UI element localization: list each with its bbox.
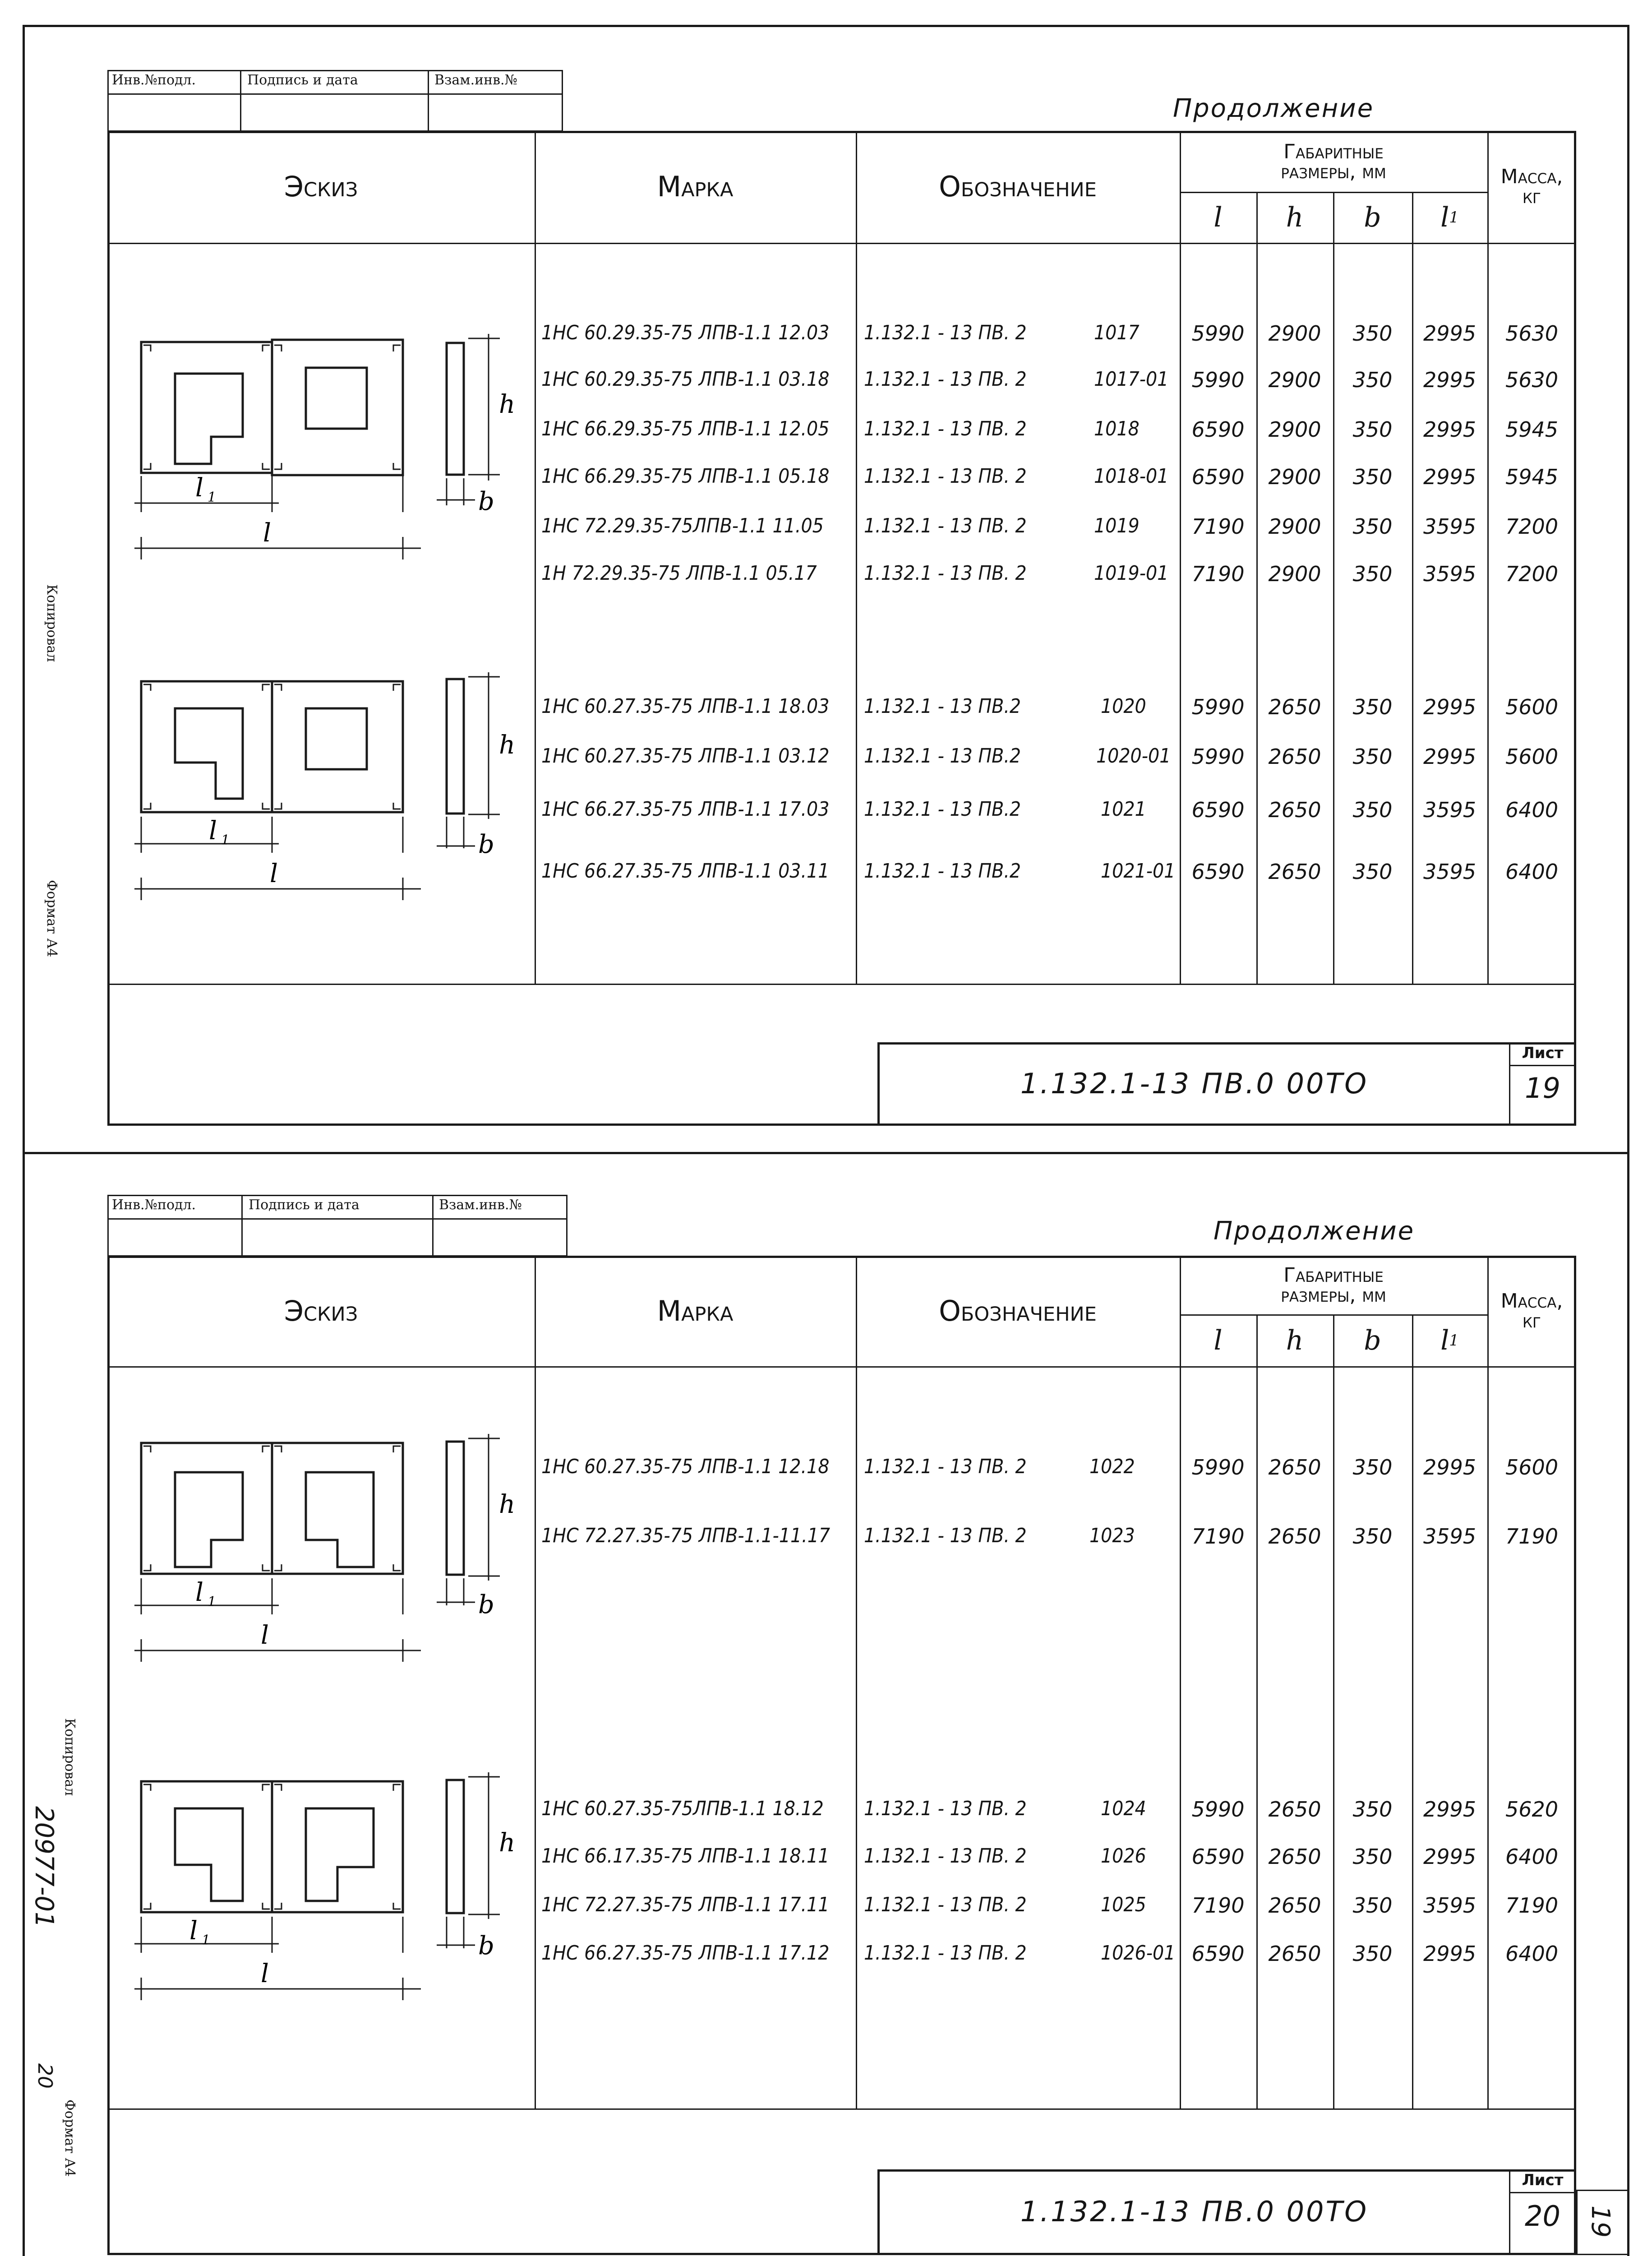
header-dim-l1-main: l bbox=[1440, 1324, 1449, 1356]
row-l: 7190 bbox=[1191, 562, 1245, 586]
sketch-3-b: b bbox=[478, 1590, 494, 1619]
row-l: 5990 bbox=[1191, 744, 1245, 769]
row-mark: 1НС 66.27.35-75 ЛПВ-1.1 17.03 bbox=[541, 798, 830, 821]
row-mark: 1НС 60.27.35-75ЛПВ-1.1 18.12 bbox=[541, 1797, 824, 1820]
header-dims-line1: Габаритные bbox=[1283, 1264, 1384, 1287]
continuation-label: Продолжение bbox=[1214, 1216, 1415, 1246]
row-doc-num: 1018 bbox=[1094, 417, 1140, 440]
row-h: 2900 bbox=[1268, 321, 1321, 346]
row-b: 350 bbox=[1352, 1845, 1393, 1869]
row-mark: 1НС 60.29.35-75 ЛПВ-1.1 12.03 bbox=[541, 321, 830, 344]
row-b: 350 bbox=[1352, 1797, 1393, 1821]
row-designation: 1.132.1 - 13 ПВ. 2 bbox=[864, 1893, 1027, 1916]
header-sketch: Эскиз bbox=[284, 170, 358, 203]
stamp-col-sign: Подпись и дата bbox=[249, 1197, 360, 1213]
sketch-4-h: h bbox=[499, 1828, 516, 1858]
row-doc-num: 1023 bbox=[1089, 1524, 1135, 1547]
stamp-col-inv: Инв.№подл. bbox=[112, 72, 196, 88]
stamp-col-replace: Взам.инв.№ bbox=[434, 72, 517, 88]
row-doc-num: 1024 bbox=[1101, 1797, 1146, 1820]
sheet-1-side-format: Формат А4 bbox=[44, 880, 60, 957]
row-mark: 1НС 66.29.35-75 ЛПВ-1.1 12.05 bbox=[541, 417, 830, 440]
row-l1: 3595 bbox=[1423, 860, 1477, 884]
row-designation: 1.132.1 - 13 ПВ. 2 bbox=[864, 1797, 1027, 1820]
row-l1: 2995 bbox=[1423, 417, 1477, 442]
sheet-2-side-handwritten: 20977-01 bbox=[29, 1806, 59, 1928]
row-designation: 1.132.1 - 13 ПВ. 2 bbox=[864, 1845, 1027, 1868]
continuation-label: Продолжение bbox=[1173, 94, 1375, 123]
row-designation: 1.132.1 - 13 ПВ. 2 bbox=[864, 562, 1027, 585]
row-b: 350 bbox=[1352, 1524, 1393, 1549]
row-h: 2650 bbox=[1268, 1893, 1321, 1918]
row-doc-num: 1017 bbox=[1094, 321, 1140, 344]
sketch-1-l: l bbox=[263, 518, 271, 548]
header-mark: Марка bbox=[657, 170, 734, 203]
row-h: 2650 bbox=[1268, 695, 1321, 719]
row-mark: 1НС 66.27.35-75 ЛПВ-1.1 17.12 bbox=[541, 1942, 830, 1965]
row-doc-num: 1021-01 bbox=[1101, 860, 1176, 883]
row-h: 2900 bbox=[1268, 514, 1321, 539]
sketch-1-l1-sub: 1 bbox=[208, 490, 217, 505]
row-doc-num: 1018-01 bbox=[1094, 465, 1169, 488]
row-l1: 3595 bbox=[1423, 1893, 1477, 1918]
header-dim-l1-sub: 1 bbox=[1449, 1331, 1459, 1350]
sheet-2-side-handwritten-num: 20 bbox=[33, 2063, 56, 2089]
row-l: 5990 bbox=[1191, 1797, 1245, 1821]
row-h: 2650 bbox=[1268, 1845, 1321, 1869]
row-h: 2900 bbox=[1268, 417, 1321, 442]
row-doc-num: 1020 bbox=[1101, 695, 1146, 718]
row-l1: 2995 bbox=[1423, 1455, 1477, 1479]
row-doc-num: 1021 bbox=[1101, 798, 1146, 821]
sketch-4-l: l bbox=[261, 1959, 269, 1988]
row-mark: 1НС 60.27.35-75 ЛПВ-1.1 03.12 bbox=[541, 744, 830, 767]
row-h: 2650 bbox=[1268, 1797, 1321, 1821]
row-h: 2900 bbox=[1268, 368, 1321, 392]
row-mass: 6400 bbox=[1505, 1845, 1559, 1869]
sheet-2-list-number: 20 bbox=[1525, 2200, 1560, 2233]
row-b: 350 bbox=[1352, 744, 1393, 769]
header-dim-b: b bbox=[1364, 1324, 1381, 1356]
header-dim-l: l bbox=[1214, 1324, 1223, 1356]
row-mark: 1Н 72.29.35-75 ЛПВ-1.1 05.17 bbox=[541, 562, 817, 585]
sketch-1-h: h bbox=[499, 390, 516, 419]
row-mass: 5945 bbox=[1505, 465, 1559, 489]
row-mass: 7190 bbox=[1505, 1524, 1559, 1549]
row-l1: 2995 bbox=[1423, 465, 1477, 489]
row-l1: 2995 bbox=[1423, 744, 1477, 769]
row-doc-num: 1022 bbox=[1089, 1455, 1135, 1478]
row-l: 6590 bbox=[1191, 417, 1245, 442]
row-designation: 1.132.1 - 13 ПВ. 2 bbox=[864, 1524, 1027, 1547]
row-l1: 2995 bbox=[1423, 1942, 1477, 1966]
row-doc-num: 1026 bbox=[1101, 1845, 1146, 1868]
sheet-2-rows bbox=[0, 1152, 1652, 2256]
row-mass: 5600 bbox=[1505, 1455, 1559, 1479]
row-mark: 1НС 60.27.35-75 ЛПВ-1.1 18.03 bbox=[541, 695, 830, 718]
row-mark: 1НС 66.27.35-75 ЛПВ-1.1 03.11 bbox=[541, 860, 830, 883]
sketch-2-h: h bbox=[499, 730, 516, 760]
row-h: 2650 bbox=[1268, 744, 1321, 769]
row-doc-num: 1026-01 bbox=[1101, 1942, 1176, 1965]
row-b: 350 bbox=[1352, 514, 1393, 539]
row-b: 350 bbox=[1352, 321, 1393, 346]
sheet-1-list-label: Лист bbox=[1522, 1044, 1564, 1062]
header-designation: Обозначение bbox=[939, 170, 1097, 203]
row-designation: 1.132.1 - 13 ПВ. 2 bbox=[864, 465, 1027, 488]
sheet-2-list-label: Лист bbox=[1522, 2171, 1564, 2189]
row-h: 2650 bbox=[1268, 860, 1321, 884]
row-l1: 3595 bbox=[1423, 1524, 1477, 1549]
header-sketch: Эскиз bbox=[284, 1294, 358, 1327]
row-b: 350 bbox=[1352, 1455, 1393, 1479]
row-b: 350 bbox=[1352, 860, 1393, 884]
header-mass-line1: Масса, bbox=[1500, 1289, 1563, 1313]
row-mass: 5600 bbox=[1505, 744, 1559, 769]
row-b: 350 bbox=[1352, 798, 1393, 822]
row-designation: 1.132.1 - 13 ПВ.2 bbox=[864, 798, 1021, 821]
stamp-col-inv: Инв.№подл. bbox=[112, 1197, 196, 1213]
sketch-1-l1: l bbox=[195, 473, 203, 503]
sketch-3-h: h bbox=[499, 1490, 516, 1519]
row-designation: 1.132.1 - 13 ПВ.2 bbox=[864, 695, 1021, 718]
row-l: 7190 bbox=[1191, 1524, 1245, 1549]
row-l1: 2995 bbox=[1423, 1845, 1477, 1869]
row-designation: 1.132.1 - 13 ПВ. 2 bbox=[864, 514, 1027, 537]
row-mass: 5620 bbox=[1505, 1797, 1559, 1821]
row-l1: 3595 bbox=[1423, 514, 1477, 539]
row-designation: 1.132.1 - 13 ПВ. 2 bbox=[864, 1942, 1027, 1965]
row-doc-num: 1019 bbox=[1094, 514, 1140, 537]
row-b: 350 bbox=[1352, 1942, 1393, 1966]
row-mark: 1НС 60.27.35-75 ЛПВ-1.1 12.18 bbox=[541, 1455, 830, 1478]
row-l: 6590 bbox=[1191, 1845, 1245, 1869]
sheet-1-doc-code: 1.132.1-13 ПВ.0 00ТО bbox=[1020, 1067, 1369, 1100]
row-l: 5990 bbox=[1191, 1455, 1245, 1479]
sheet-2 bbox=[0, 1152, 1652, 2256]
header-dim-b: b bbox=[1364, 201, 1381, 233]
row-doc-num: 1019-01 bbox=[1094, 562, 1169, 585]
sheet-1-list-number: 19 bbox=[1525, 1072, 1560, 1105]
row-designation: 1.132.1 - 13 ПВ. 2 bbox=[864, 368, 1027, 391]
sketch-3-l1-sub: 1 bbox=[208, 1594, 217, 1610]
row-l1: 3595 bbox=[1423, 562, 1477, 586]
row-doc-num: 1017-01 bbox=[1094, 368, 1169, 391]
row-b: 350 bbox=[1352, 1893, 1393, 1918]
row-h: 2900 bbox=[1268, 465, 1321, 489]
sheet-1-side-copied: Копировал bbox=[44, 584, 60, 662]
sketch-2-l: l bbox=[270, 859, 278, 888]
row-l1: 2995 bbox=[1423, 321, 1477, 346]
row-l: 6590 bbox=[1191, 1942, 1245, 1966]
sheet-2-corner-number: 19 bbox=[1586, 2205, 1615, 2238]
row-l1: 2995 bbox=[1423, 368, 1477, 392]
row-l: 5990 bbox=[1191, 695, 1245, 719]
header-mass-line2: кг bbox=[1523, 1309, 1541, 1332]
stamp-col-replace: Взам.инв.№ bbox=[439, 1197, 522, 1213]
header-dim-h: h bbox=[1286, 201, 1304, 233]
row-mass: 7190 bbox=[1505, 1893, 1559, 1918]
stamp-col-sign: Подпись и дата bbox=[247, 72, 358, 88]
row-l: 7190 bbox=[1191, 514, 1245, 539]
row-l1: 2995 bbox=[1423, 1797, 1477, 1821]
sheet-2-side-format: Формат А4 bbox=[62, 2099, 78, 2177]
row-designation: 1.132.1 - 13 ПВ. 2 bbox=[864, 321, 1027, 344]
row-h: 2650 bbox=[1268, 1455, 1321, 1479]
header-dim-l1-main: l bbox=[1440, 201, 1449, 233]
header-dim-l1-sub: 1 bbox=[1449, 208, 1459, 227]
row-mass: 5945 bbox=[1505, 417, 1559, 442]
row-b: 350 bbox=[1352, 465, 1393, 489]
row-mass: 6400 bbox=[1505, 1942, 1559, 1966]
sketch-2-b: b bbox=[478, 830, 494, 859]
row-l: 6590 bbox=[1191, 465, 1245, 489]
header-dims-line2: размеры, мм bbox=[1281, 160, 1386, 183]
sketch-4-l1: l bbox=[189, 1916, 198, 1946]
sketch-4-b: b bbox=[478, 1931, 494, 1960]
row-h: 2900 bbox=[1268, 562, 1321, 586]
header-dim-h: h bbox=[1286, 1324, 1304, 1356]
row-mark: 1НС 66.29.35-75 ЛПВ-1.1 05.18 bbox=[541, 465, 830, 488]
sketch-3-l1: l bbox=[195, 1578, 203, 1607]
row-l: 5990 bbox=[1191, 321, 1245, 346]
row-l: 7190 bbox=[1191, 1893, 1245, 1918]
row-b: 350 bbox=[1352, 417, 1393, 442]
row-mark: 1НС 72.27.35-75 ЛПВ-1.1-11.17 bbox=[541, 1524, 831, 1547]
row-mass: 5600 bbox=[1505, 695, 1559, 719]
sketch-2-l1-sub: 1 bbox=[221, 832, 230, 848]
header-dims-line2: размеры, мм bbox=[1281, 1284, 1386, 1307]
header-mark: Марка bbox=[657, 1294, 734, 1327]
row-mass: 6400 bbox=[1505, 798, 1559, 822]
row-l: 6590 bbox=[1191, 860, 1245, 884]
sheet-2-side-copied: Копировал bbox=[62, 1718, 78, 1796]
row-h: 2650 bbox=[1268, 1524, 1321, 1549]
sketch-3-l: l bbox=[261, 1621, 269, 1650]
row-b: 350 bbox=[1352, 562, 1393, 586]
row-mass: 5630 bbox=[1505, 321, 1559, 346]
row-designation: 1.132.1 - 13 ПВ.2 bbox=[864, 860, 1021, 883]
header-designation: Обозначение bbox=[939, 1294, 1097, 1327]
sheet-2-doc-code: 1.132.1-13 ПВ.0 00ТО bbox=[1020, 2195, 1369, 2228]
row-designation: 1.132.1 - 13 ПВ.2 bbox=[864, 744, 1021, 767]
sketch-4-l1-sub: 1 bbox=[202, 1932, 211, 1948]
row-designation: 1.132.1 - 13 ПВ. 2 bbox=[864, 1455, 1027, 1478]
header-mass-line2: кг bbox=[1523, 185, 1541, 208]
row-mass: 7200 bbox=[1505, 562, 1559, 586]
row-mass: 7200 bbox=[1505, 514, 1559, 539]
row-mark: 1НС 72.29.35-75ЛПВ-1.1 11.05 bbox=[541, 514, 824, 537]
row-l1: 2995 bbox=[1423, 695, 1477, 719]
row-l: 5990 bbox=[1191, 368, 1245, 392]
row-mass: 5630 bbox=[1505, 368, 1559, 392]
header-dim-l: l bbox=[1214, 201, 1223, 233]
row-l1: 3595 bbox=[1423, 798, 1477, 822]
row-h: 2650 bbox=[1268, 1942, 1321, 1966]
row-b: 350 bbox=[1352, 368, 1393, 392]
row-h: 2650 bbox=[1268, 798, 1321, 822]
row-mass: 6400 bbox=[1505, 860, 1559, 884]
row-mark: 1НС 72.27.35-75 ЛПВ-1.1 17.11 bbox=[541, 1893, 830, 1916]
row-doc-num: 1025 bbox=[1101, 1893, 1146, 1916]
sketch-2-l1: l bbox=[209, 816, 217, 846]
row-mark: 1НС 60.29.35-75 ЛПВ-1.1 03.18 bbox=[541, 368, 830, 391]
row-mark: 1НС 66.17.35-75 ЛПВ-1.1 18.11 bbox=[541, 1845, 830, 1868]
sketch-1-b: b bbox=[478, 487, 494, 516]
header-mass-line1: Масса, bbox=[1500, 165, 1563, 188]
row-doc-num: 1020-01 bbox=[1096, 744, 1171, 767]
row-b: 350 bbox=[1352, 695, 1393, 719]
header-dims-line1: Габаритные bbox=[1283, 140, 1384, 163]
row-designation: 1.132.1 - 13 ПВ. 2 bbox=[864, 417, 1027, 440]
row-l: 6590 bbox=[1191, 798, 1245, 822]
